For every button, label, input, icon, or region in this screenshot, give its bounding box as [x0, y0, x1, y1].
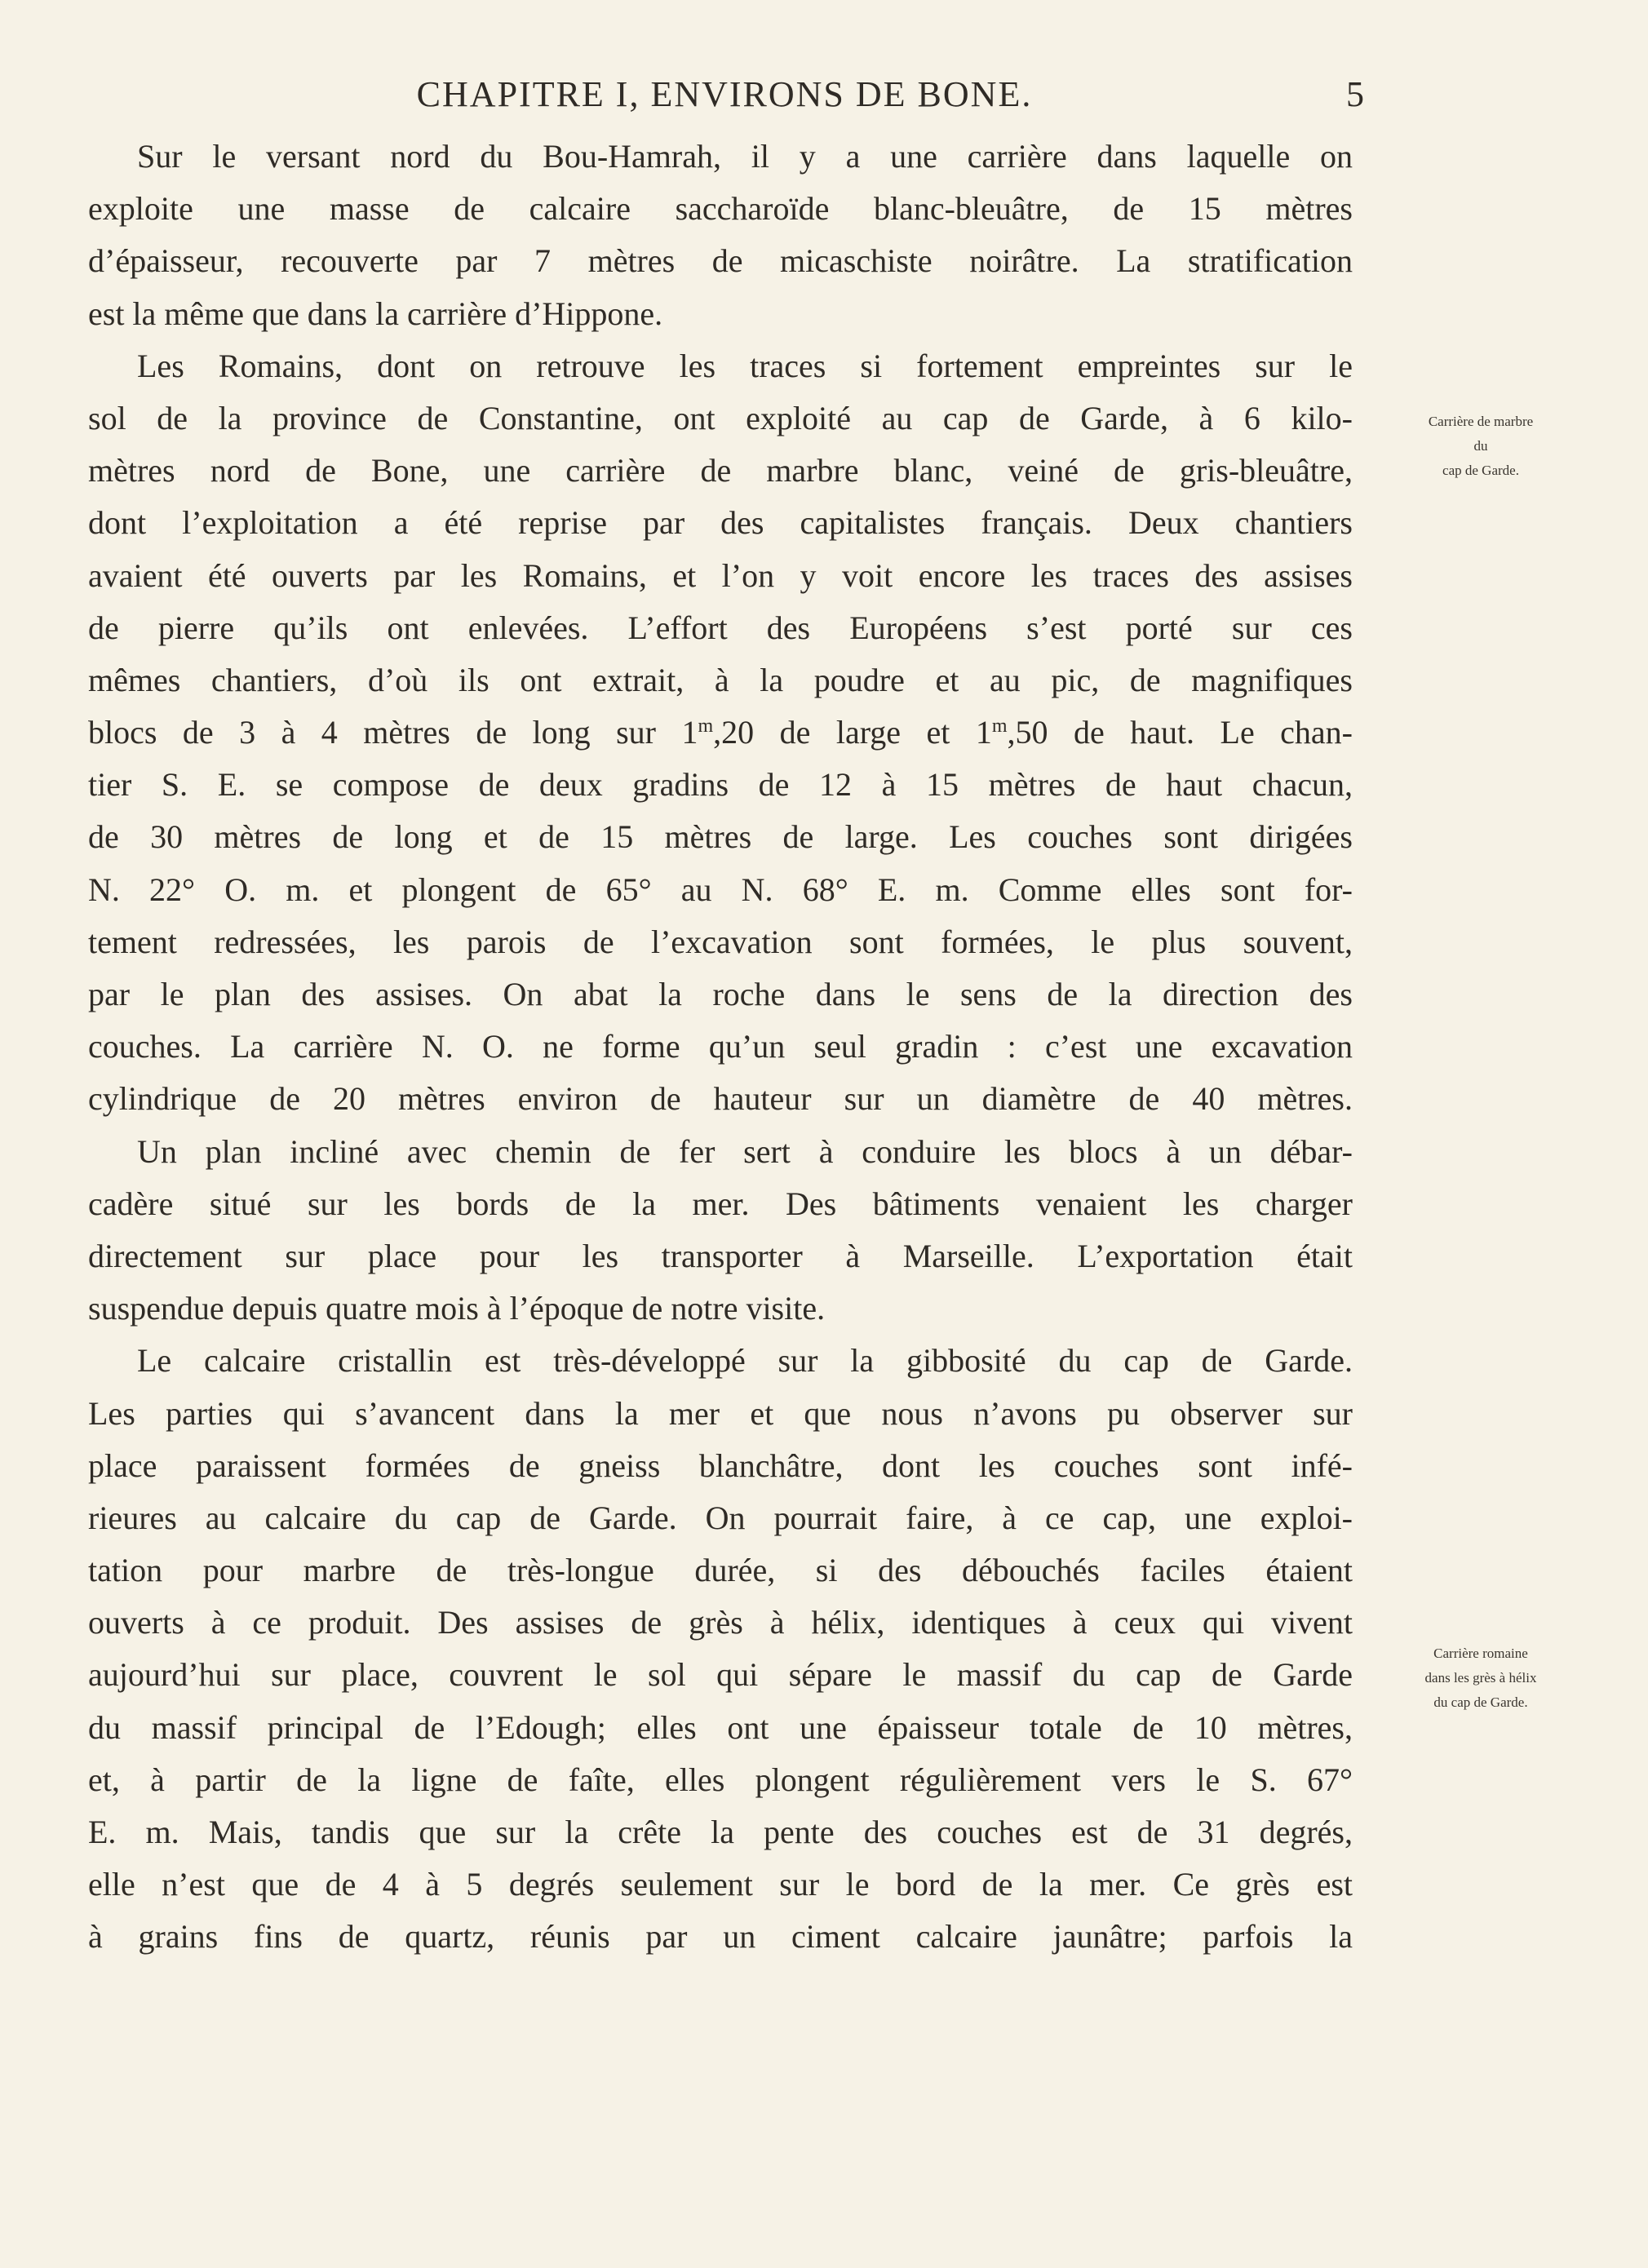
body-text — [88, 131, 1353, 1964]
text-line: d’épaisseur, recouverte par 7 mètres de micaschiste noirâtre. La stratification — [88, 242, 1353, 280]
margin-note-line: du cap de Garde. — [1433, 1694, 1528, 1710]
text-line: N. 22° O. m. et plongent de 65° au N. 68° E. m. Comme elles sont for- — [88, 870, 1353, 908]
text-line: est la même que dans la carrière d’Hippone. — [88, 295, 663, 332]
text-line: Un plan incliné avec chemin de fer sert à conduire les blocs à un débar- — [137, 1132, 1353, 1170]
page-number: 5 — [1346, 74, 1364, 114]
text-line: aujourd’hui sur place, couvrent le sol qui sépare le massif du cap de Garde — [88, 1656, 1353, 1694]
superscript-unit: m — [991, 715, 1008, 738]
text-line: Les parties qui s’avancent dans la mer et que nous n’avons pu observer sur — [88, 1394, 1353, 1432]
page-header — [88, 70, 1364, 119]
text-line: Sur le versant nord du Bou-Hamrah, il y a une carrière dans laquelle on — [137, 138, 1353, 175]
margin-note-carriere-de-marbre — [1387, 410, 1575, 483]
text-line: exploite une masse de calcaire saccharoïde blanc-bleuâtre, de 15 mètres — [88, 190, 1353, 228]
text-line: avaient été ouverts par les Romains, et l’on y voit encore les traces des assises — [88, 556, 1353, 594]
running-title: CHAPITRE I, ENVIRONS DE BONE. — [416, 74, 1033, 114]
text-line: mètres nord de Bone, une carrière de marbre blanc, veiné de gris-bleuâtre, — [88, 452, 1353, 489]
margin-note-line: Carrière romaine — [1433, 1646, 1528, 1661]
margin-note-line: cap de Garde. — [1442, 463, 1519, 478]
margin-note-line: dans les grès à hélix — [1424, 1670, 1537, 1685]
text-line: cadère situé sur les bords de la mer. Des bâtiments venaient les charger — [88, 1185, 1353, 1222]
text-line: dont l’exploitation a été reprise par des capitalistes français. Deux chantiers — [88, 504, 1353, 542]
text-line: de pierre qu’ils ont enlevées. L’effort des Européens s’est porté sur ces — [88, 609, 1353, 646]
margin-note-line: du — [1473, 438, 1488, 454]
text-line: place paraissent formées de gneiss blanchâtre, dont les couches sont infé- — [88, 1446, 1353, 1484]
text-line: tation pour marbre de très-longue durée, si des débouchés faciles étaient — [88, 1552, 1353, 1589]
text-line: à grains fins de quartz, réunis par un ciment calcaire jaunâtre; parfois la — [88, 1918, 1353, 1956]
text-segment: ,50 de haut. Le chan- — [1007, 714, 1353, 751]
text-line: directement sur place pour les transporter à Marseille. L’exportation était — [88, 1237, 1353, 1274]
text-line: mêmes chantiers, d’où ils ont extrait, à la poudre et au pic, de magnifiques — [88, 661, 1353, 698]
text-line: couches. La carrière N. O. ne forme qu’un seul gradin : c’est une excavation — [88, 1028, 1353, 1065]
text-line: sol de la province de Constantine, ont exploité au cap de Garde, à 6 kilo- — [88, 399, 1353, 436]
text-line: ouverts à ce produit. Des assises de grès à hélix, identiques à ceux qui vivent — [88, 1604, 1353, 1641]
text-line: Les Romains, dont on retrouve les traces si fortement empreintes sur le — [137, 347, 1353, 384]
text-line: E. m. Mais, tandis que sur la crête la pente des couches est de 31 degrés, — [88, 1814, 1353, 1850]
text-line: elle n’est que de 4 à 5 degrés seulement sur le bord de la mer. Ce grès est — [88, 1866, 1353, 1903]
text-line: et, à partir de la ligne de faîte, elles plongent régulièrement vers le S. 67° — [88, 1761, 1353, 1798]
text-line: de 30 mètres de long et de 15 mètres de large. Les couches sont dirigées — [88, 818, 1353, 856]
text-line: cylindrique de 20 mètres environ de hauteur sur un diamètre de 40 mètres. — [88, 1080, 1353, 1118]
text-line: tement redressées, les parois de l’excavation sont formées, le plus souvent, — [88, 923, 1353, 960]
text-line: par le plan des assises. On abat la roche dans le sens de la direction des — [88, 976, 1353, 1012]
text-segment: blocs de 3 à 4 mètres de long sur 1 — [88, 714, 698, 751]
text-line: du massif principal de l’Edough; elles ont une épaisseur totale de 10 mètres, — [88, 1708, 1353, 1746]
text-segment: ,20 de large et 1 — [713, 714, 992, 751]
text-line: Le calcaire cristallin est très-développé sur la gibbosité du cap de Garde. — [137, 1342, 1353, 1380]
text-line: suspendue depuis quatre mois à l’époque de notre visite. — [88, 1290, 826, 1327]
text-line — [88, 707, 1353, 759]
text-line: tier S. E. se compose de deux gradins de 12 à 15 mètres de haut chacun, — [88, 766, 1353, 804]
margin-note-line: Carrière de marbre — [1428, 414, 1534, 429]
text-line: rieures au calcaire du cap de Garde. On pourrait faire, à ce cap, une exploi- — [88, 1499, 1353, 1536]
margin-note-carriere-romaine — [1387, 1641, 1575, 1715]
superscript-unit: m — [698, 715, 714, 738]
